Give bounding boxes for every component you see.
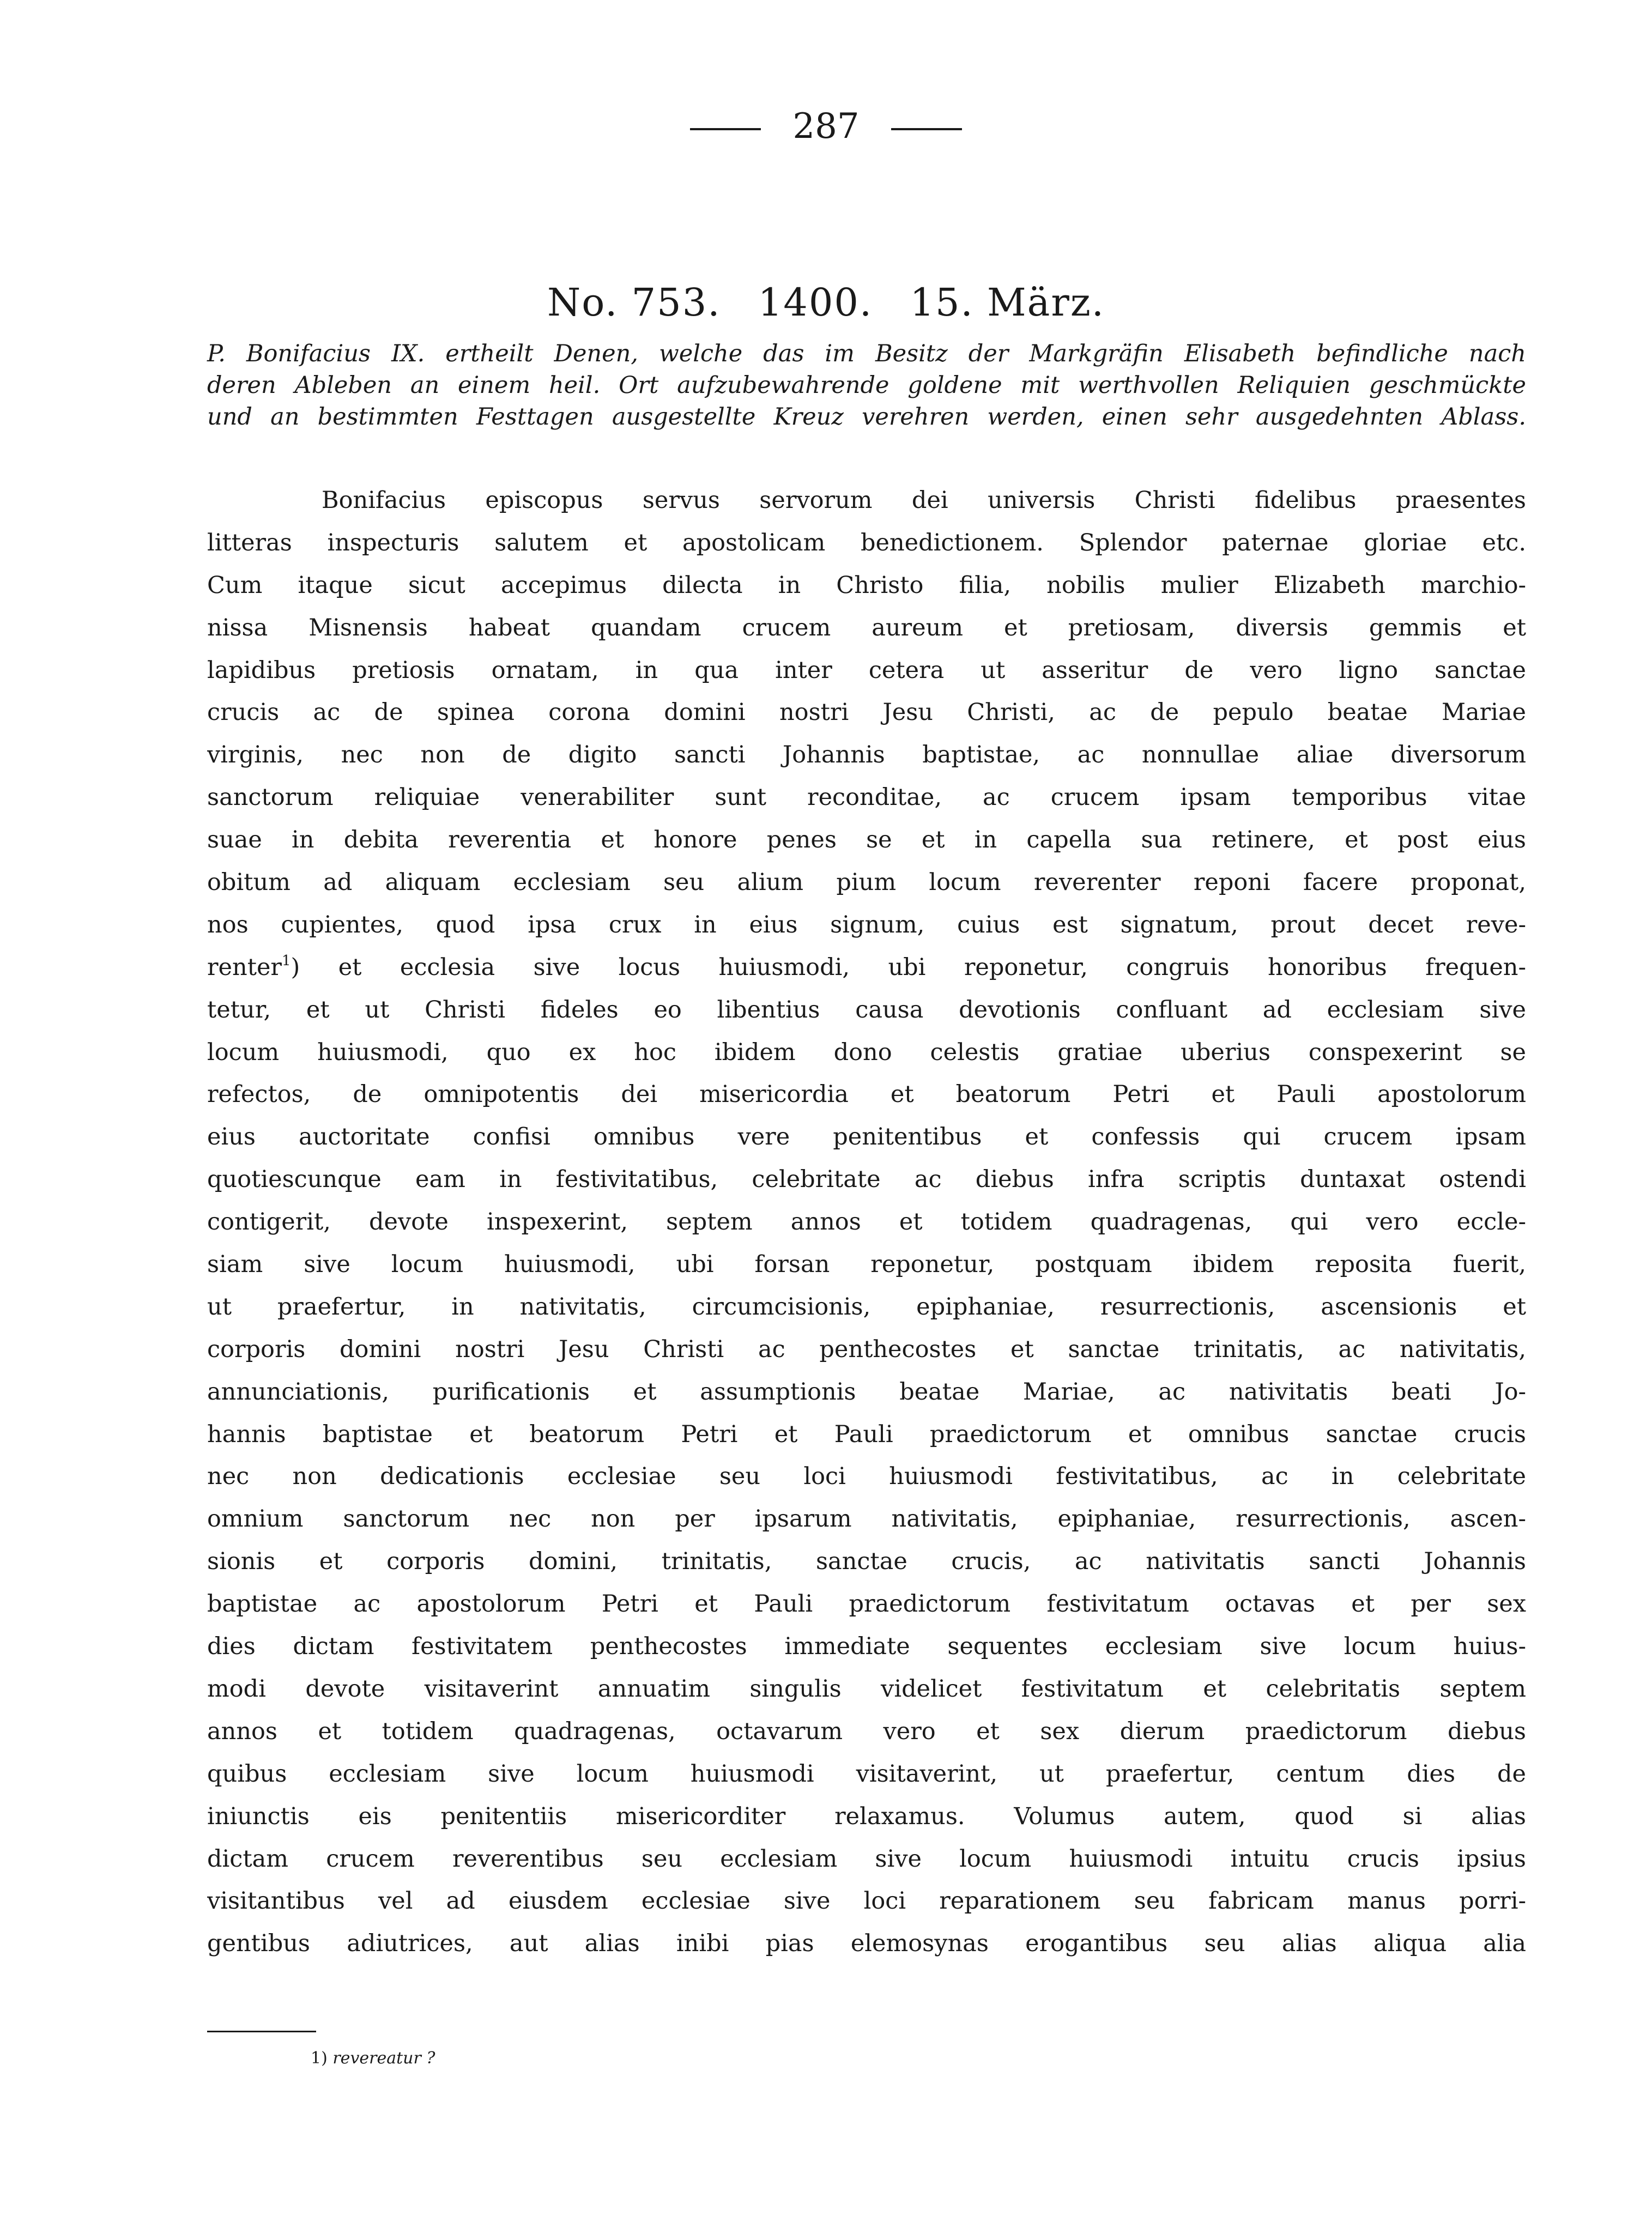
- document-date: 15. März.: [910, 280, 1105, 325]
- body-line: contigerit, devote inspexerint, septem annos et totidem quadragenas, qui vero eccle-: [207, 1208, 1526, 1236]
- body-line: quibus ecclesiam sive locum huiusmodi visitaverint, ut praefertur, centum dies de: [207, 1760, 1526, 1788]
- body-line: eius auctoritate confisi omnibus vere penitentibus et confessis qui crucem ipsam: [207, 1123, 1526, 1151]
- body-line: crucis ac de spinea corona domini nostri Jesu Christi, ac de pepulo beatae Mariae: [207, 699, 1526, 726]
- document-number: No. 753.: [547, 280, 721, 325]
- body-line: gentibus adiutrices, aut alias inibi pias elemosynas erogantibus seu alias aliqua alia: [207, 1930, 1526, 1958]
- body-line-text: renter: [207, 953, 282, 981]
- body-line: refectos, de omnipotentis dei misericordia et beatorum Petri et Pauli apostolorum: [207, 1081, 1526, 1109]
- document-heading: [0, 280, 1652, 325]
- body-line: sionis et corporis domini, trinitatis, sanctae crucis, ac nativitatis sancti Johannis: [207, 1548, 1526, 1576]
- footnote-reference: 1: [281, 952, 291, 969]
- body-line-text: ) et ecclesia sive locus huiusmodi, ubi reponetur, congruis honoribus frequen-: [291, 953, 1526, 981]
- body-line: nec non dedicationis ecclesiae seu loci huiusmodi festivitatibus, ac in celebritate: [207, 1463, 1526, 1491]
- document-body: [207, 480, 1526, 1965]
- body-line: annunciationis, purificationis et assumptionis beatae Mariae, ac nativitatis beati Jo-: [207, 1378, 1526, 1406]
- regest-line: deren Ableben an einem heil. Ort aufzubewahrende goldene mit werthvollen Reliquien geschmückte: [207, 372, 1526, 399]
- body-line: dies dictam festivitatem penthecostes immediate sequentes ecclesiam sive locum huius-: [207, 1633, 1526, 1661]
- body-line: litteras inspecturis salutem et apostolicam benedictionem. Splendor paternae gloriae etc.: [207, 529, 1526, 556]
- footnote-text: revereatur ?: [332, 2049, 435, 2068]
- header-rule-right: [891, 128, 962, 130]
- body-line: suae in debita reverentia et honore penes se et in capella sua retinere, et post eius: [207, 826, 1526, 854]
- body-line: modi devote visitaverint annuatim singulis videlicet festivitatum et celebritatis septem: [207, 1675, 1526, 1703]
- body-line: nos cupientes, quod ipsa crux in eius signum, cuius est signatum, prout decet reve-: [207, 911, 1526, 939]
- page-header: [0, 106, 1652, 147]
- body-line: Cum itaque sicut accepimus dilecta in Christo filia, nobilis mulier Elizabeth marchio-: [207, 571, 1526, 599]
- page-number: 287: [792, 106, 860, 147]
- body-line: omnium sanctorum nec non per ipsarum nativitatis, epiphaniae, resurrectionis, ascen-: [207, 1505, 1526, 1533]
- regest-line: P. Bonifacius IX. ertheilt Denen, welche das im Besitz der Markgräfin Elisabeth befindliche nach: [207, 340, 1526, 367]
- body-line: ut praefertur, in nativitatis, circumcisionis, epiphaniae, resurrectionis, ascensionis et: [207, 1293, 1526, 1321]
- body-line: obitum ad aliquam ecclesiam seu alium pium locum reverenter reponi facere proponat,: [207, 869, 1526, 897]
- body-line: [207, 947, 1526, 989]
- document-year: 1400.: [758, 280, 873, 325]
- body-line: nissa Misnensis habeat quandam crucem aureum et pretiosam, diversis gemmis et: [207, 614, 1526, 641]
- body-line: Bonifacius episcopus servus servorum dei universis Christi fidelibus praesentes: [322, 487, 1526, 514]
- footnote-rule: [207, 2031, 316, 2032]
- body-line: iniunctis eis penitentiis misericorditer relaxamus. Volumus autem, quod si alias: [207, 1802, 1526, 1830]
- footnote-marker: 1): [311, 2049, 328, 2068]
- body-line: siam sive locum huiusmodi, ubi forsan reponetur, postquam ibidem reposita fuerit,: [207, 1251, 1526, 1279]
- body-line: virginis, nec non de digito sancti Johannis baptistae, ac nonnullae aliae diversorum: [207, 741, 1526, 769]
- regest-summary: [207, 338, 1526, 433]
- body-line: quotiescunque eam in festivitatibus, celebritate ac diebus infra scriptis duntaxat ostendi: [207, 1166, 1526, 1194]
- regest-line: und an bestimmten Festtagen ausgestellte Kreuz verehren werden, einen sehr ausgedehnten Ablass.: [207, 403, 1526, 431]
- header-rule-left: [690, 128, 761, 130]
- body-line: tetur, et ut Christi fideles eo libentius causa devotionis confluant ad ecclesiam sive: [207, 996, 1526, 1024]
- body-line: sanctorum reliquiae venerabiliter sunt reconditae, ac crucem ipsam temporibus vitae: [207, 784, 1526, 812]
- body-line: baptistae ac apostolorum Petri et Pauli praedictorum festivitatum octavas et per sex: [207, 1590, 1526, 1618]
- footnote: [311, 2050, 435, 2067]
- body-line: corporis domini nostri Jesu Christi ac penthecostes et sanctae trinitatis, ac nativitatis,: [207, 1335, 1526, 1363]
- body-line: lapidibus pretiosis ornatam, in qua inter cetera ut asseritur de vero ligno sanctae: [207, 656, 1526, 684]
- body-line: dictam crucem reverentibus seu ecclesiam sive locum huiusmodi intuitu crucis ipsius: [207, 1845, 1526, 1873]
- body-line: visitantibus vel ad eiusdem ecclesiae sive loci reparationem seu fabricam manus porri-: [207, 1887, 1526, 1915]
- body-line: locum huiusmodi, quo ex hoc ibidem dono celestis gratiae uberius conspexerint se: [207, 1038, 1526, 1066]
- body-line: hannis baptistae et beatorum Petri et Pauli praedictorum et omnibus sanctae crucis: [207, 1420, 1526, 1448]
- body-line: annos et totidem quadragenas, octavarum vero et sex dierum praedictorum diebus: [207, 1717, 1526, 1745]
